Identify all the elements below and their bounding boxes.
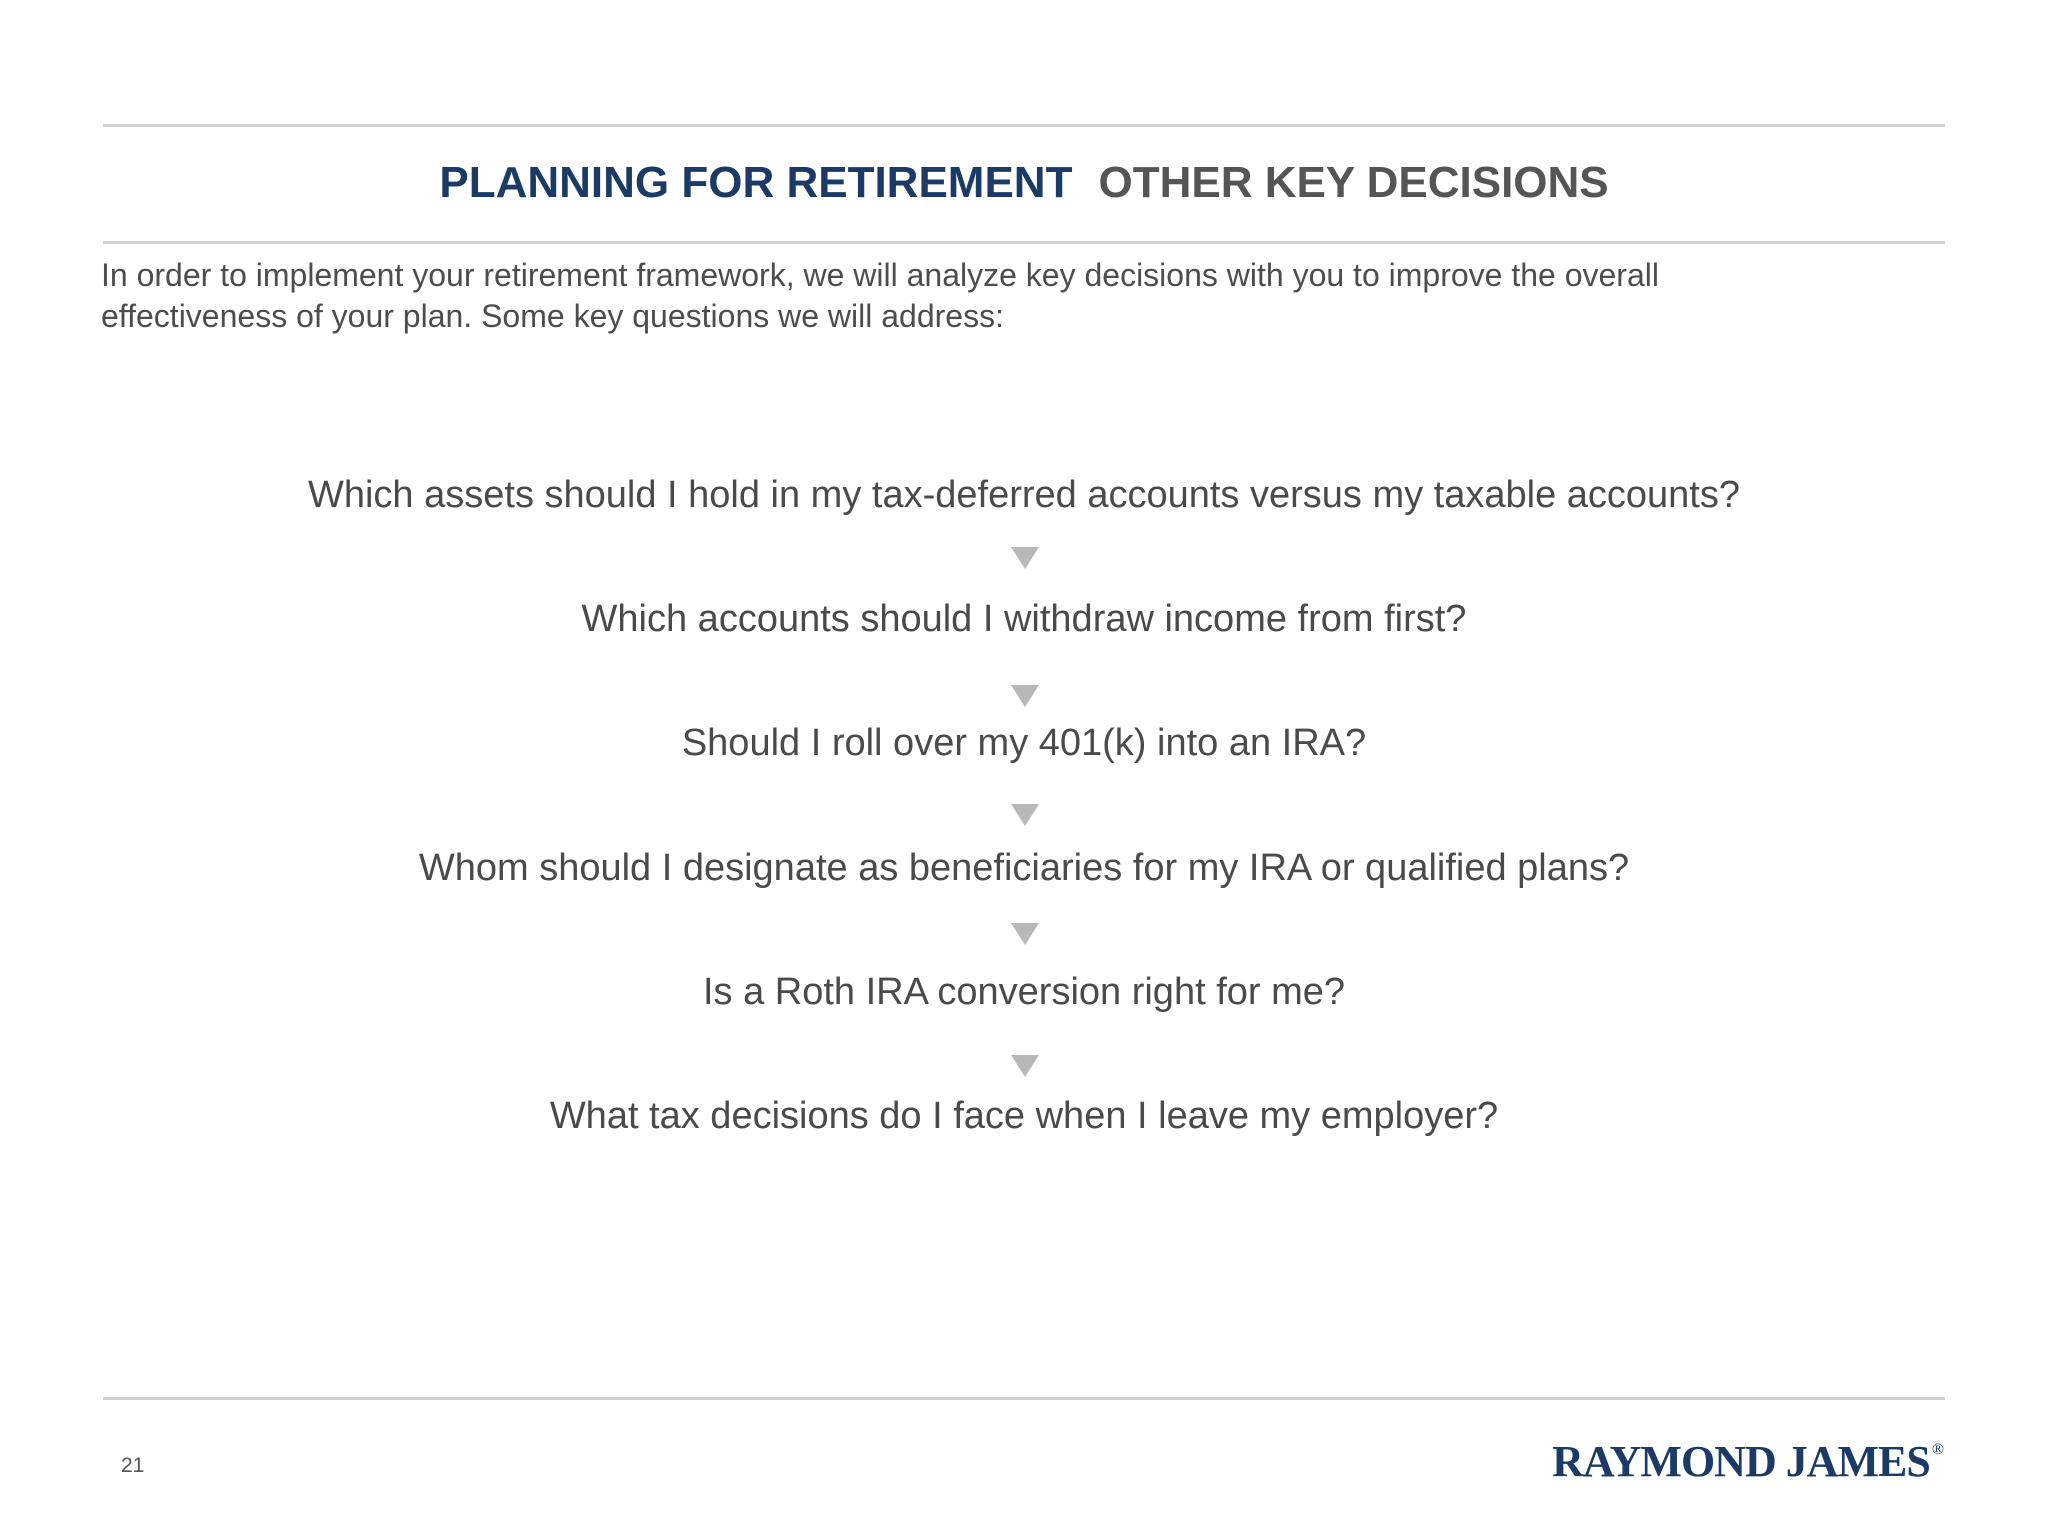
question-3: Should I roll over my 401(k) into an IRA? — [681, 722, 1367, 764]
title-secondary: OTHER KEY DECISIONS — [1098, 158, 1609, 207]
top-divider — [103, 124, 1945, 127]
title-divider — [103, 241, 1945, 244]
logo-text: RAYMOND JAMES — [1552, 1437, 1930, 1486]
question-1: Which assets should I hold in my tax-deferred accounts versus my taxable accounts? — [307, 474, 1740, 516]
question-6: What tax decisions do I face when I leave my employer? — [549, 1095, 1499, 1137]
question-2: Which accounts should I withdraw income from first? — [581, 598, 1467, 640]
raymond-james-logo — [1552, 1436, 1944, 1487]
down-arrow-icon — [1011, 804, 1039, 826]
down-arrow-icon — [1011, 1055, 1039, 1077]
page-title — [0, 158, 2048, 208]
intro-line-2: effectiveness of your plan. Some key questions we will address: — [101, 298, 1004, 334]
intro-paragraph — [101, 255, 1881, 337]
down-arrow-icon — [1011, 685, 1039, 707]
intro-line-1: In order to implement your retirement framework, we will analyze key decisions with you to improve the overall — [101, 257, 1659, 293]
bottom-divider — [103, 1397, 1945, 1400]
question-5: Is a Roth IRA conversion right for me? — [702, 971, 1346, 1013]
page-number: 21 — [121, 1454, 145, 1477]
down-arrow-icon — [1011, 547, 1039, 569]
title-primary: PLANNING FOR RETIREMENT — [439, 158, 1073, 207]
down-arrow-icon — [1011, 923, 1039, 945]
question-4: Whom should I designate as beneficiaries for my IRA or qualified plans? — [418, 847, 1630, 889]
registered-mark: ® — [1931, 1441, 1944, 1458]
